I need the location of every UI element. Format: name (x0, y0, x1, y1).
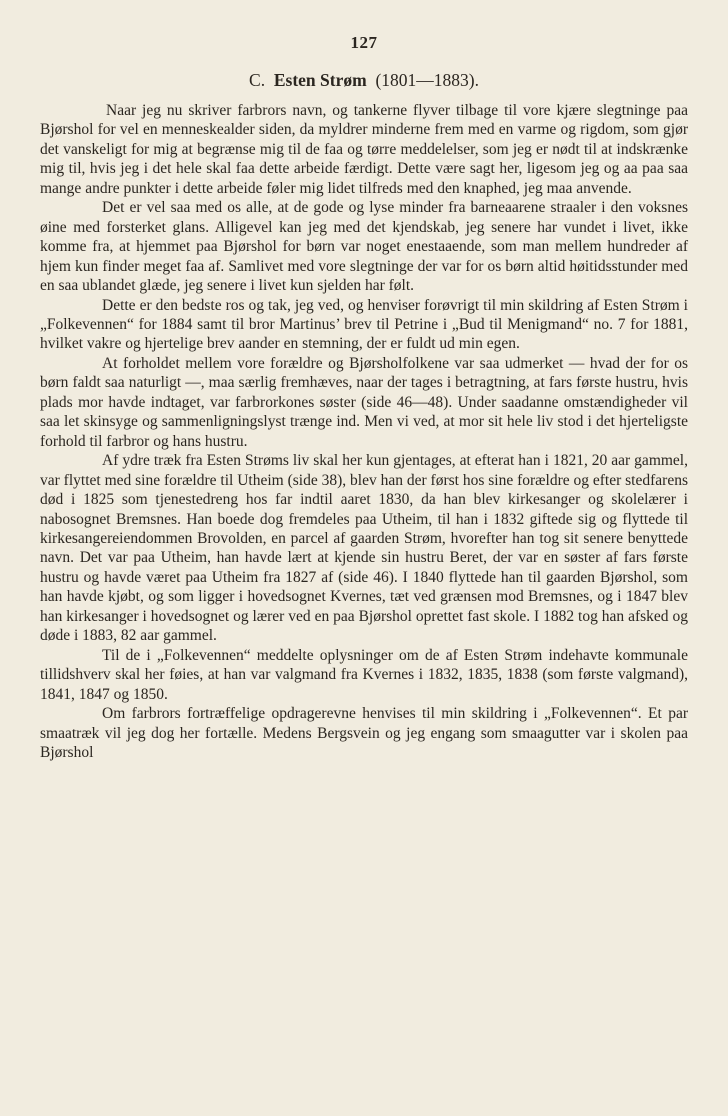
page-number: 127 (350, 33, 378, 52)
paragraph: At forholdet mellem vore forældre og Bjørsholfolkene var saa udmerket — hvad der for os børn faldt saa naturligt —, maa særlig fremhæves, naar der tages i betragtning, at fars første hustru, hvis plads mor havde indtaget, var farbrorkones søster (side 46—48). Under saadanne omstændigheder vil saa let skinsyge og sammenligningslyst trænge ind. Men vi ved, at mor sit hele liv stod i det hjerteligste forhold til farbror og hans hustru. (40, 354, 688, 450)
paragraph: Til de i „Folkevennen“ meddelte oplysninger om de af Esten Strøm indehavte kommunale tillidshverv skal her føies, at han var valgmand fra Kvernes i 1832, 1835, 1838 (som første valgmand), 1841, 1847 og 1850. (40, 646, 688, 703)
heading-name: Esten Strøm (273, 70, 367, 90)
paragraph: Det er vel saa med os alle, at de gode og lyse minder fra barneaarene straaler i den voksnes øine med forsterket glans. Alligevel kan jeg med det kjendskab, jeg senere har vundet i livet, ikke komme fra, at hjemmet paa Bjørshol for børn var noget enestaaende, som man mellem hundreder af hjem kun finder meget faa af. Samlivet med vore slegtninge der var for os børn altid høitidsstunder med en saa ublandet glæde, jeg senere i livet kun sjelden har følt. (40, 199, 688, 295)
heading-prefix: C. (249, 70, 266, 90)
paragraph: Dette er den bedste ros og tak, jeg ved, og henviser forøvrigt til min skildring af Esten Strøm i „Folkevennen“ for 1884 samt til bror Martinus’ brev til Petrine i „Bud til Menigmand“ no. 7 for 1881, hvilket vakre og hjertelige brev aander en stemning, der er fuldt ud min egen. (40, 296, 688, 353)
paragraph: Naar jeg nu skriver farbrors navn, og tankerne flyver tilbage til vore kjære slegtninge paa Bjørshol for vel en menneskealder siden, da myldrer minderne frem med en varme og rigdom, som gjør det vanskeligt for mig at begrænse mig til de faa og tørre meddelelser, som jeg er nødt til at indskrænke mig til, hvis jeg i det hele skal faa dette arbeide færdigt. Dette være sagt her, ligesom jeg og aa paa saa mange andre punkter i dette arbeide føler mig lidet tilfreds med den knaphed, jeg maa anvende. (40, 102, 688, 197)
chapter-heading (0, 70, 728, 91)
paragraph: Om farbrors fortræffelige opdragerevne henvises til min skildring i „Folkevennen“. Et par smaatræk vil jeg dog her fortælle. Medens Bergsvein og jeg engang som smaagutter var i skolen paa Bjørshol (40, 705, 688, 761)
body-text (40, 101, 688, 762)
heading-years: (1801—1883). (375, 70, 479, 90)
paragraph: Af ydre træk fra Esten Strøms liv skal her kun gjentages, at efterat han i 1821, 20 aar gammel, var flyttet med sine forældre til Utheim (side 38), blev han der først hos sine forældre og efter stedfarens død i 1825 som tjenestedreng hos far indtil aaret 1830, da han blev kirkesanger og skolelærer i nabosognet Bremsnes. Han boede dog fremdeles paa Utheim, til han i 1832 giftede sig og flyttede til kirkesangereiendommen Brovolden, en parcel af gaarden Strøm, hvorefter han tog sit senere benyttede navn. Det var paa Utheim, han havde lært at kjende sin hustru Beret, der var en søster af fars første hustru og havde været paa Utheim fra 1827 af (side 46). I 1840 flyttede han til gaarden Bjørshol, som han havde kjøbt, og som ligger i hovedsognet Kvernes, tæt ved grænsen mod Bremsnes, og i 1847 blev han kirkesanger i hovedsognet og lærer ved en paa Bjørshol oprettet fast skole. I 1882 tog han afsked og døde i 1883, 82 aar gammel. (40, 452, 688, 645)
